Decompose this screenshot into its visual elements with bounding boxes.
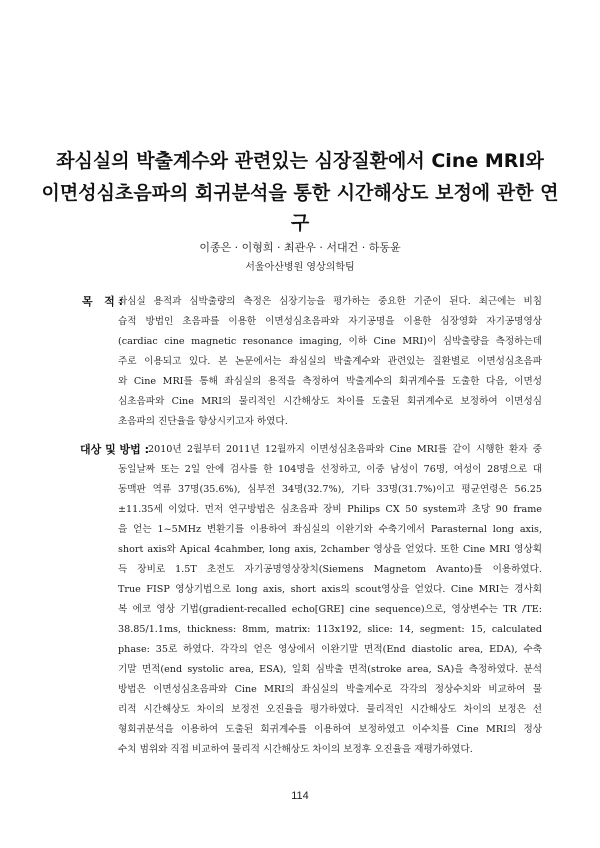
methods-line: 을 얻는 1~5MHz 변환기를 이용하여 좌심실의 이완기와 수축기에서 Parasternal long axis, [118,524,542,535]
methods-line: 동일날짜 또는 2일 안에 검사를 한 104명을 선정하고, 이중 남성이 76명, 여성이 28명으로 대 [118,464,542,475]
methods-line: 2010년 2월부터 2011년 12월까지 이면성심초음파와 Cine MRI를 같이 시행한 환자 중 [148,444,542,455]
methods-label: 대상 및 방법 : [80,443,150,456]
purpose-line: 초음파의 진단율을 향상시키고자 하였다. [118,416,288,427]
methods-line: ±11.35세 이었다. 먼저 연구방법은 심초음파 장비 Philips CX 50 system과 초당 90 frame [118,504,542,515]
methods-line: 동맥판 역류 37명(35.6%), 심부전 34명(32.7%), 기타 33명(31.7%)이고 평균연령은 56.25 [118,484,542,495]
methods-line: 38.85/1.1ms, thickness: 8mm, matrix: 113x192, slice: 14, segment: 15, calculated [118,624,542,635]
purpose-line: 심초음파와 Cine MRI의 물리적인 시간해상도 차이를 도출된 회귀계수로 보정하여 이면성심 [118,396,542,407]
purpose-line: 습적 방법인 초음파를 이용한 이면성심초음파와 자기공명을 이용한 심장영화 자기공명영상 [118,316,542,327]
methods-line: 득 장비로 1.5T 초전도 자기공명영상장치(Siemens Magnetom Avanto)를 이용하였다. [118,564,542,575]
methods-line: phase: 35로 하였다. 각각의 얻은 영상에서 이완기말 면적(End diastolic area, EDA), 수축 [118,644,542,655]
methods-line: 리적 시간해상도 차이의 보정전 오진율을 평가하였다. 물리적인 시간해상도 차이의 보정은 선 [118,704,542,715]
affiliation: 서울아산병원 영상의학팀 [245,262,355,273]
purpose-line: 와 Cine MRI를 통해 좌심실의 용적을 측정하여 박출계수의 회귀계수를 도출한 다음, 이면성 [118,376,542,387]
methods-line: short axis와 Apical 4cahmber, long axis, 2chamber 영상을 얻었다. 또한 Cine MRI 영상획 [118,544,542,555]
methods-line: 기말 면적(end systolic area, ESA), 일회 심박출 면적(stroke area, SA)을 측정하였다. 분석 [118,664,542,675]
title-line-2: 이면성심초음파의 회귀분석을 통한 시간해상도 보정에 관한 연구 [41,182,559,234]
methods-line: True FISP 영상기법으로 long axis, short axis의 scout영상을 얻었다. Cine MRI는 경사회 [118,584,542,595]
title-line-1: 좌심실의 박출계수와 관련있는 심장질환에서 Cine MRI와 [56,150,544,172]
methods-line: 방법은 이면성심초음파와 Cine MRI의 좌심실의 박출계수로 각각의 정상수치와 비교하여 물 [118,684,542,695]
methods-line: 복 에코 영상 기법(gradient-recalled echo[GRE] cine sequence)으로, 영상변수는 TR /TE: [118,604,542,615]
author-list: 이종은 · 이형희 · 최관우 · 서대건 · 하동윤 [199,241,401,254]
purpose-line: 주로 이용되고 있다. 본 논문에서는 좌심실의 박출계수와 관련있는 질환별로 이면성심초음파 [118,356,542,367]
purpose-label: 목 적 : [82,295,123,308]
purpose-line: (cardiac cine magnetic resonance imaging, 이하 Cine MRI)이 심박출량을 측정하는데 [118,336,542,347]
page-number: 114 [291,790,309,802]
purpose-line: 좌심실 용적과 심박출량의 측정은 심장기능을 평가하는 중요한 기준이 된다. 최근에는 비침 [118,296,542,307]
methods-line: 형회귀분석을 이용하여 도출된 회귀계수를 이용하여 보정하였고 이수치를 Cine MRI의 정상 [118,724,542,735]
methods-line: 수치 범위와 직접 비교하여 물리적 시간해상도 차이의 보정후 오진율을 재평가하였다. [118,744,473,755]
